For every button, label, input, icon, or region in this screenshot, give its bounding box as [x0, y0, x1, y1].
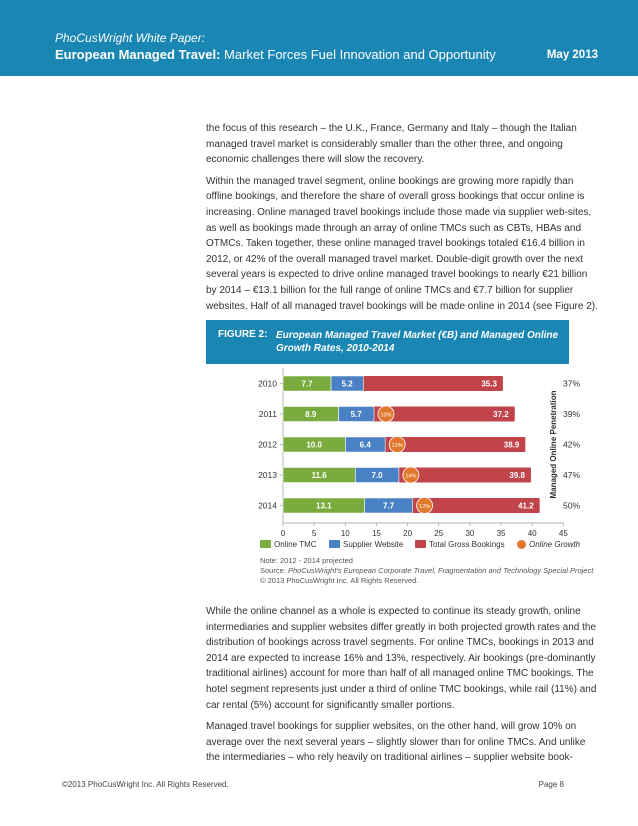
after-text	[206, 604, 598, 772]
source-line	[260, 566, 593, 576]
growth-label: 13%	[380, 412, 392, 419]
penetration-value: 50%	[563, 500, 581, 511]
paragraph: the focus of this research – the U.K., France, Germany and Italy – though the Italian managed travel market is considerably smaller than the other three, and ongoing economic challenges there will slow the recovery.	[206, 123, 577, 166]
category-label: 2010	[258, 378, 277, 389]
paragraph: While the online channel as a whole is expected to continue its steady growth, online intermediaries and supplier websites differ greatly in both projected growth rates and the distribution of bookings across travel segments. For online TMCs, bookings in 2013 and 2014 are expected to increase 16% and 13%, respectively. Air bookings (pre-dominantly traditional airlines) account for more than half of all managed online TMC bookings. The hotel segment represents just under a third of online TMC bookings, while rail (11%) and car rental (5%) account for significantly smaller portions.	[206, 606, 597, 711]
x-tick-label: 40	[527, 529, 537, 538]
category-label: 2012	[258, 439, 277, 450]
header-title-bold: European Managed Travel:	[55, 47, 221, 62]
right-axis-label: Managed Online Penetration	[549, 390, 558, 499]
legend-dot	[517, 540, 526, 549]
legend-label: Online TMC	[274, 540, 317, 549]
growth-label: 12%	[419, 503, 431, 510]
source-text: PhoCusWright's European Corporate Travel, Fragmentation and Technology Special Project	[287, 566, 594, 575]
category-label: 2014	[258, 500, 277, 511]
x-tick-label: 25	[434, 529, 444, 538]
data-label-total-gross: 37.2	[493, 410, 509, 419]
legend-total-gross	[415, 540, 505, 549]
data-label-total-gross: 39.8	[509, 471, 525, 480]
data-label-supplier-website: 7.0	[371, 471, 383, 480]
growth-label: 12%	[391, 442, 403, 449]
copyright-line: © 2013 PhoCusWright Inc. All Rights Reserved.	[260, 576, 419, 585]
legend-supplier-website	[329, 540, 403, 549]
x-tick-label: 20	[403, 529, 413, 538]
penetration-value: 37%	[563, 378, 581, 389]
paragraph: Managed travel bookings for supplier websites, on the other hand, will grow 10% on average over the next several years – slightly slower than for online TMCs. And unlike the intermediaries – who rely heavily on traditional airlines – supplier website book-	[206, 721, 586, 764]
figure-banner	[206, 320, 569, 364]
legend-label: Supplier Website	[343, 540, 404, 549]
figure-notes	[260, 556, 593, 586]
data-label-supplier-website: 5.7	[350, 410, 362, 419]
legend-online-tmc	[260, 540, 317, 549]
data-label-supplier-website: 6.4	[359, 440, 371, 450]
x-tick-label: 15	[371, 529, 381, 538]
header-title-rest: Market Forces Fuel Innovation and Opportunity	[220, 47, 496, 62]
data-label-online-tmc: 8.9	[305, 410, 317, 419]
data-label-online-tmc: 7.7	[301, 379, 313, 389]
penetration-value: 39%	[563, 409, 581, 419]
data-label-supplier-website: 7.7	[383, 501, 395, 511]
category-label: 2013	[258, 470, 277, 480]
penetration-value: 47%	[563, 470, 581, 480]
legend-swatch	[415, 540, 426, 548]
legend-online-growth	[517, 540, 580, 549]
legend-label: Online Growth	[529, 540, 581, 549]
figure-title: European Managed Travel Market (€B) and Managed Online Growth Rates, 2010-2014	[276, 330, 559, 354]
figure-label: FIGURE 2:	[218, 329, 268, 340]
page-number: Page 8	[538, 780, 564, 789]
data-label-online-tmc: 10.0	[306, 440, 322, 450]
data-label-total-gross: 38.9	[503, 440, 520, 450]
data-label-online-tmc: 13.1	[316, 501, 332, 511]
category-label: 2011	[258, 409, 277, 419]
x-tick-label: 35	[496, 529, 506, 538]
data-label-total-gross: 35.3	[481, 379, 497, 389]
x-tick-label: 5	[311, 529, 317, 538]
x-tick-label: 45	[558, 529, 568, 538]
x-tick-label: 30	[465, 529, 475, 538]
source-prefix: Source:	[260, 566, 288, 575]
data-label-total-gross: 41.2	[518, 501, 534, 511]
header-date: May 2013	[546, 49, 598, 61]
data-label-online-tmc: 11.6	[311, 471, 327, 480]
data-label-supplier-website: 5.2	[341, 379, 353, 389]
bar-chart	[230, 368, 610, 540]
x-tick-label: 10	[340, 529, 350, 538]
legend-label: Total Gross Bookings	[429, 540, 505, 549]
legend-swatch	[329, 540, 340, 548]
growth-label: 14%	[405, 473, 417, 480]
footer-copyright: ©2013 PhoCusWright Inc. All Rights Reserved.	[62, 780, 229, 789]
note-line: Note: 2012 - 2014 projected	[260, 556, 353, 565]
header-kicker: PhoCusWright White Paper:	[55, 31, 206, 45]
intro-text	[206, 121, 598, 320]
penetration-value: 42%	[563, 439, 581, 450]
header-title	[55, 47, 496, 62]
page-header	[0, 0, 638, 76]
x-tick-label: 0	[280, 529, 286, 538]
legend-swatch	[260, 540, 271, 548]
paragraph: Within the managed travel segment, online bookings are growing more rapidly than offline bookings, and therefore the share of overall gross bookings that occur online is increasing. Online managed travel bookings include those made via supplier web-sites, as well as bookings made through an array of online TMCs such as CBTs, HBAs and OTMCs. Taken together, these online managed travel bookings totaled €16.4 billion in 2012, or 42% of the overall managed travel market. Double-digit growth over the next several years is expected to drive online managed travel bookings to nearly €21 billion by 2014 – €13.1 billion for the full range of online TMCs and €7.7 billion for supplier websites. Half of all managed travel bookings will be made online in 2014 (see Figure 2).	[206, 175, 598, 312]
